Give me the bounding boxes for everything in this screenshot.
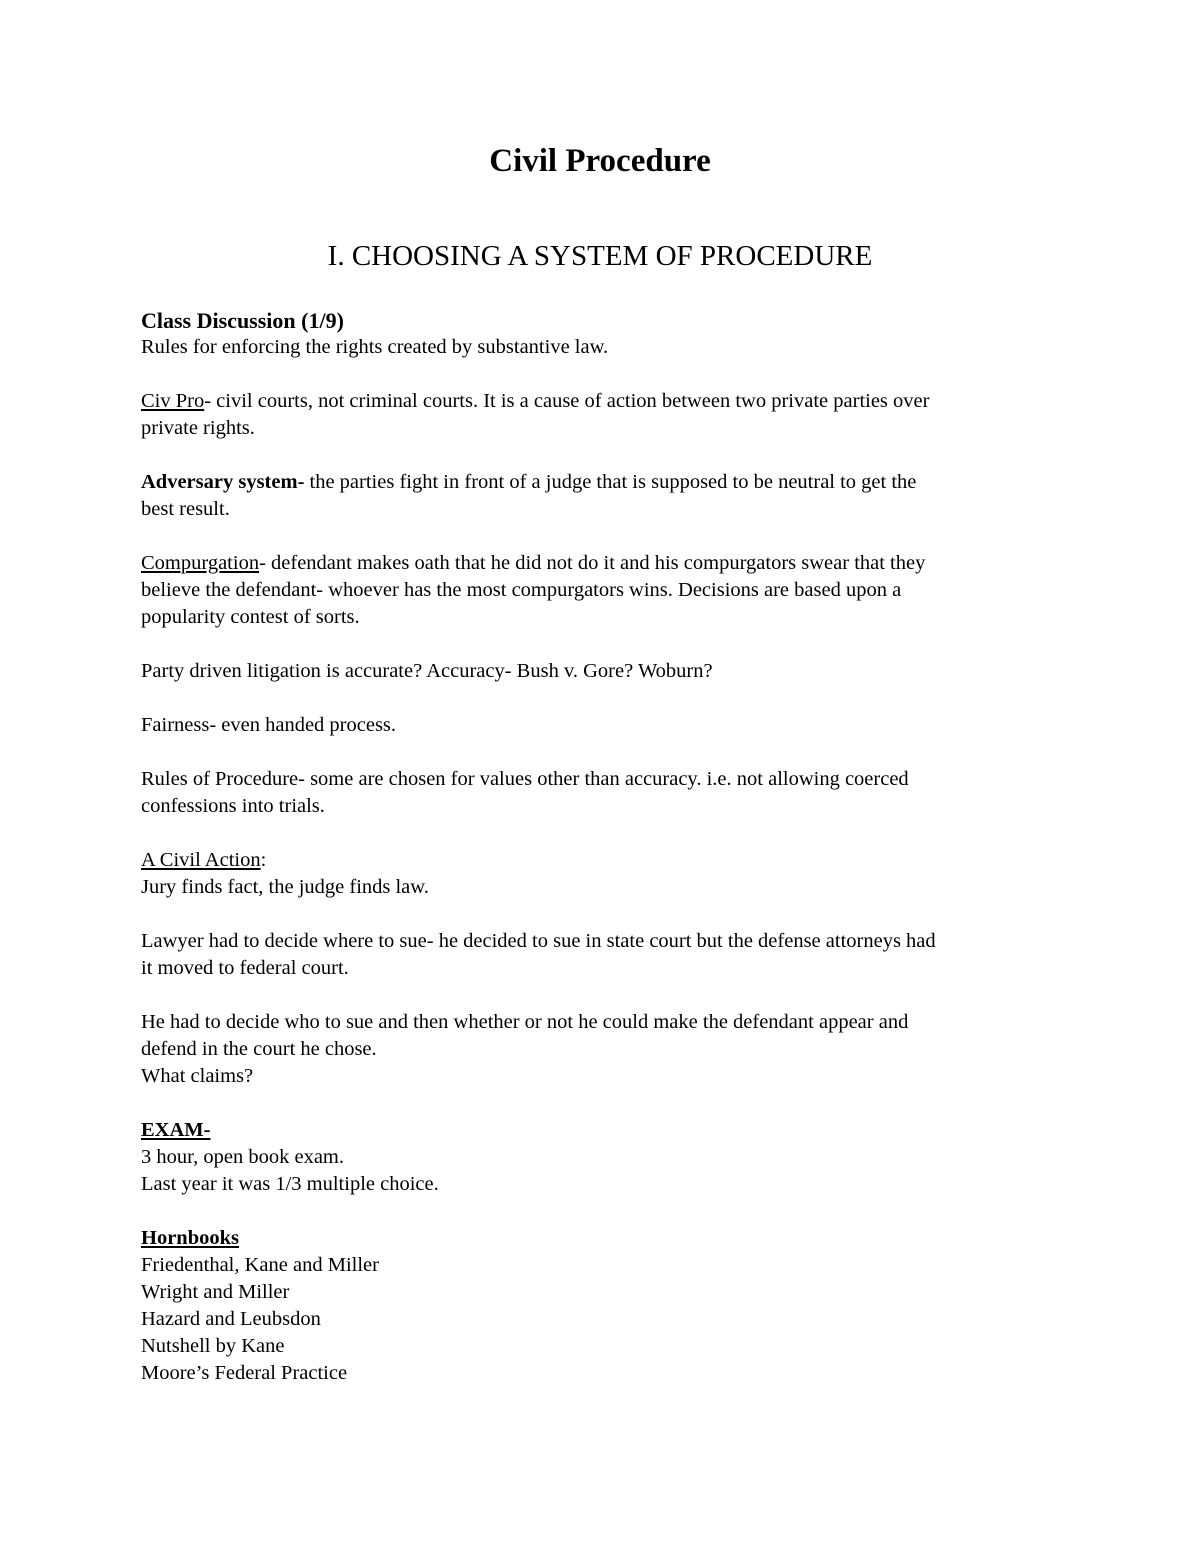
what-claims-text: What claims?: [141, 1065, 254, 1087]
civ-pro-paragraph: [141, 388, 1071, 415]
section-heading: I. CHOOSING A SYSTEM OF PROCEDURE: [327, 240, 873, 272]
exam-heading: EXAM-: [141, 1119, 211, 1141]
rules-of-procedure-text-cont: confessions into trials.: [141, 795, 325, 817]
lawyer-text-cont: it moved to federal court.: [141, 957, 349, 979]
civ-pro-term: Civ Pro: [141, 390, 205, 412]
adversary-text-cont: best result.: [141, 498, 230, 520]
civ-pro-text-cont: private rights.: [141, 417, 255, 439]
compurgation-term: Compurgation: [141, 552, 260, 574]
rules-of-procedure-text: Rules of Procedure- some are chosen for values other than accuracy. i.e. not allowing coerced: [141, 768, 909, 790]
civil-action-heading: [141, 847, 1071, 874]
hornbook-item: Nutshell by Kane: [141, 1335, 285, 1357]
hornbook-item: Wright and Miller: [141, 1281, 290, 1303]
compurgation-text: - defendant makes oath that he did not do it and his compurgators swear that they: [259, 552, 926, 574]
exam-text-cont: Last year it was 1/3 multiple choice.: [141, 1173, 439, 1195]
who-to-sue-text: He had to decide who to sue and then whether or not he could make the defendant appear and: [141, 1011, 909, 1033]
fairness-text: Fairness- even handed process.: [141, 714, 397, 736]
exam-text: 3 hour, open book exam.: [141, 1146, 344, 1168]
civil-action-term: A Civil Action: [141, 849, 261, 871]
compurgation-text-cont: believe the defendant- whoever has the most compurgators wins. Decisions are based upon a: [141, 579, 902, 601]
hornbooks-heading: Hornbooks: [141, 1227, 239, 1249]
compurgation-text-cont-2: popularity contest of sorts.: [141, 606, 360, 628]
compurgation-paragraph: [141, 550, 1071, 577]
who-to-sue-text-cont: defend in the court he chose.: [141, 1038, 377, 1060]
class-discussion-text: Rules for enforcing the rights created by substantive law.: [141, 336, 609, 358]
adversary-paragraph: [141, 469, 1071, 496]
civil-action-text: Jury finds fact, the judge finds law.: [141, 876, 429, 898]
civ-pro-text: - civil courts, not criminal courts. It is a cause of action between two private parties over: [204, 390, 930, 412]
hornbook-item: Friedenthal, Kane and Miller: [141, 1254, 379, 1276]
lawyer-text: Lawyer had to decide where to sue- he decided to sue in state court but the defense attorneys had: [141, 930, 936, 952]
adversary-term: Adversary system-: [141, 471, 305, 493]
civil-action-colon: :: [260, 849, 267, 871]
party-driven-text: Party driven litigation is accurate? Accuracy- Bush v. Gore? Woburn?: [141, 660, 713, 682]
document-title: Civil Procedure: [489, 143, 711, 179]
hornbook-item: Moore’s Federal Practice: [141, 1362, 348, 1384]
document-body: [141, 307, 1071, 1387]
hornbook-item: Hazard and Leubsdon: [141, 1308, 321, 1330]
class-discussion-heading: Class Discussion (1/9): [141, 308, 344, 333]
adversary-text: the parties fight in front of a judge that is supposed to be neutral to get the: [304, 471, 917, 493]
